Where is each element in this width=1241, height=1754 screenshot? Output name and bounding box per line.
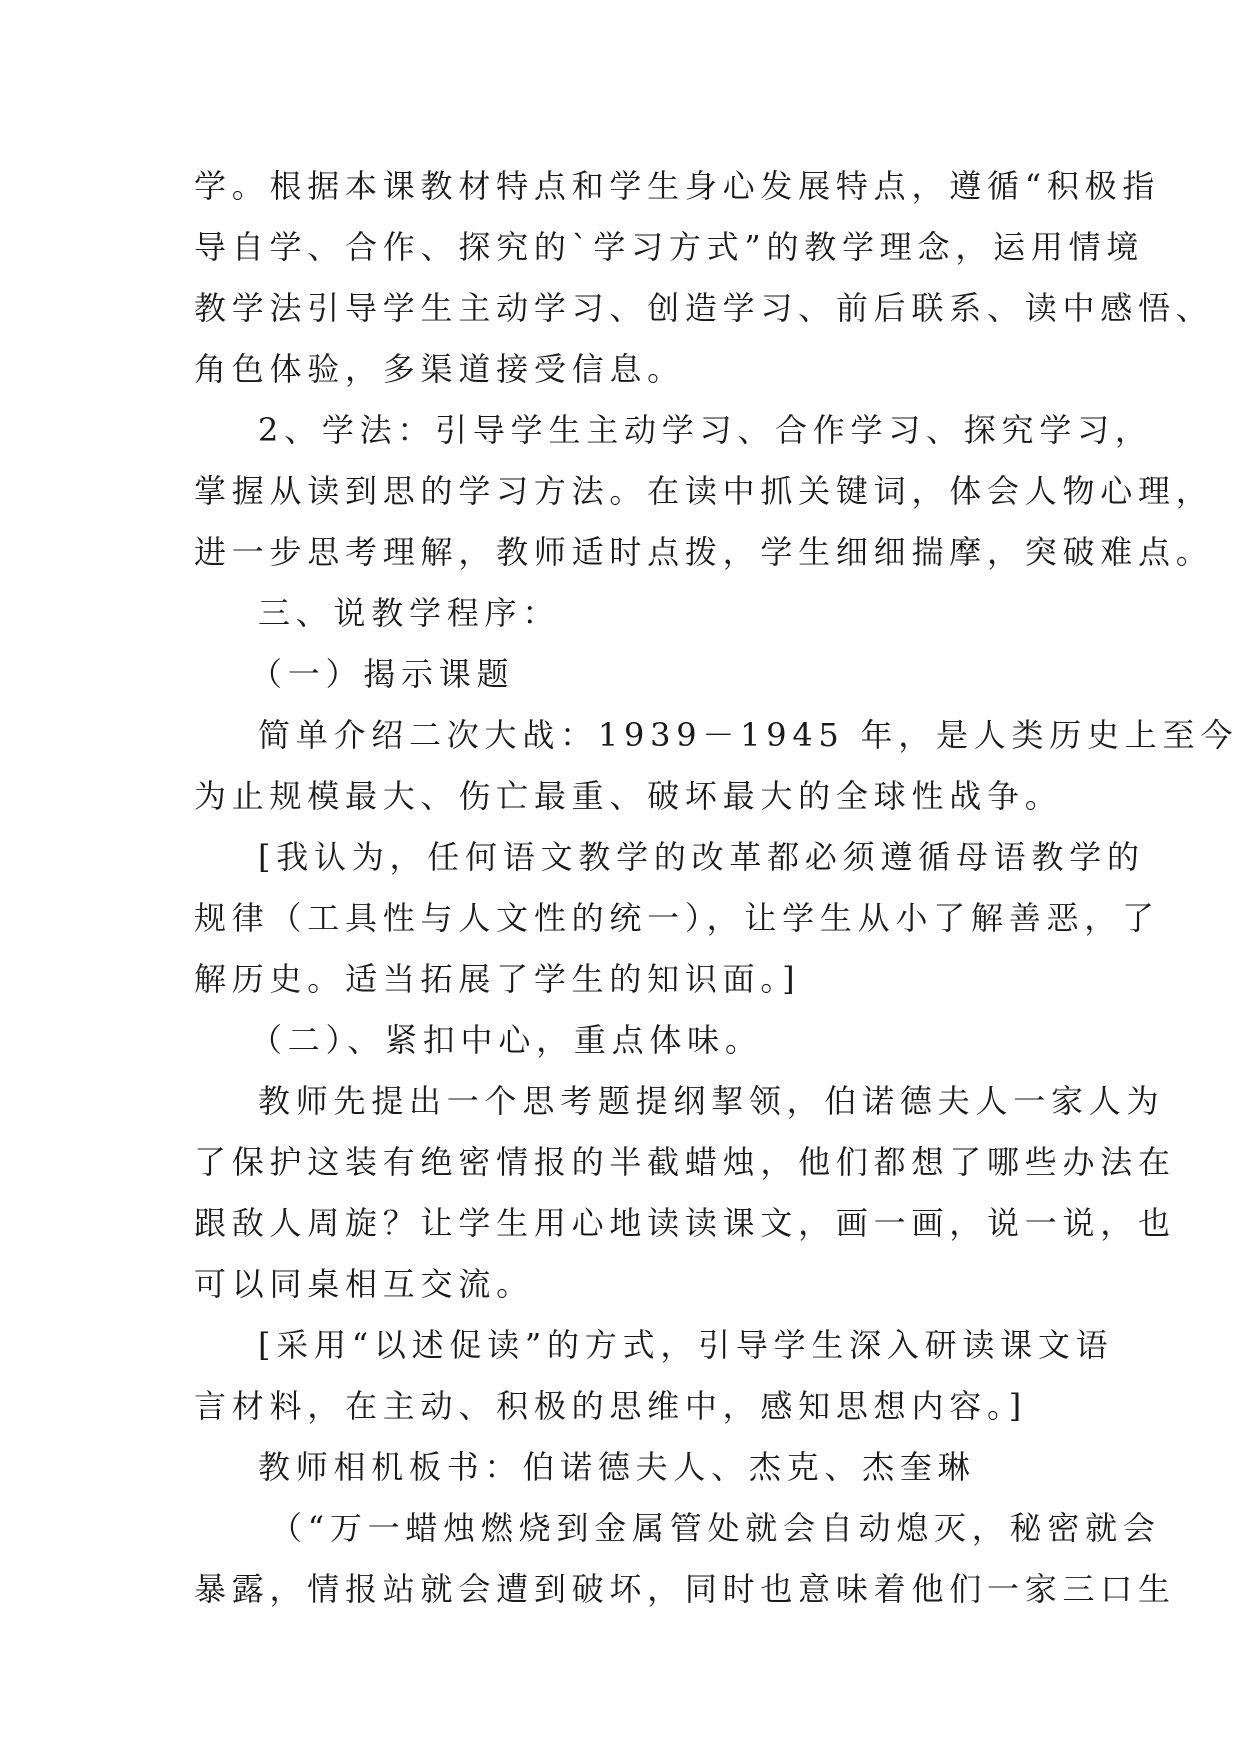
- paragraph-line: 言材料，在主动、积极的思维中，感知思想内容。]: [194, 1387, 1027, 1425]
- subsection-heading: （一）揭示课题: [250, 655, 515, 693]
- paragraph-line: 教师先提出一个思考题提纲挈领，伯诺德夫人一家人为: [258, 1082, 1165, 1120]
- section-heading: 三、说教学程序：: [258, 594, 561, 632]
- subsection-heading: （二）、紧扣中心，重点体味。: [250, 1021, 763, 1059]
- paragraph-line: 解历史。适当拓展了学生的知识面。]: [194, 960, 801, 998]
- paragraph-line: 为止规模最大、伤亡最重、破坏最大的全球性战争。: [194, 777, 1063, 815]
- paragraph-line: （“万一蜡烛燃烧到金属管处就会自动熄灭，秘密就会: [270, 1509, 1161, 1547]
- paragraph-line: 2、学法：引导学生主动学习、合作学习、探究学习，: [258, 411, 1153, 449]
- paragraph-line: 跟敌人周旋？让学生用心地读读课文，画一画，说一说，也: [194, 1204, 1176, 1242]
- paragraph-line: 角色体验，多渠道接受信息。: [194, 350, 685, 388]
- paragraph-line: 教学法引导学生主动学习、创造学习、前后联系、读中感悟、: [194, 289, 1214, 327]
- paragraph-line: 进一步思考理解，教师适时点拨，学生细细揣摩，突破难点。: [194, 533, 1214, 571]
- document-body: [194, 156, 1239, 1620]
- paragraph-line: 简单介绍二次大战：1939－1945 年，是人类历史上至今: [258, 716, 1239, 754]
- paragraph-line: 了保护这装有绝密情报的半截蜡烛，他们都想了哪些办法在: [194, 1143, 1176, 1181]
- paragraph-line: 可以同桌相互交流。: [194, 1265, 534, 1303]
- paragraph-line: 掌握从读到思的学习方法。在读中抓关键词，体会人物心理，: [194, 472, 1214, 510]
- paragraph-line: 规律（工具性与人文性的统一），让学生从小了解善恶，了: [194, 899, 1160, 937]
- paragraph-line: 学。根据本课教材特点和学生身心发展特点，遵循“积极指: [194, 167, 1161, 205]
- paragraph-line: [我认为，任何语文教学的改革都必须遵循母语教学的: [258, 838, 1145, 876]
- paragraph-line: [采用“以述促读”的方式，引导学生深入研读课文语: [258, 1326, 1114, 1364]
- paragraph-line: 教师相机板书：伯诺德夫人、杰克、杰奎琳: [258, 1448, 976, 1486]
- paragraph-line: 导自学、合作、探究的`学习方式”的教学理念，运用情境: [194, 228, 1145, 266]
- paragraph-line: 暴露，情报站就会遭到破坏，同时也意味着他们一家三口生: [194, 1570, 1176, 1608]
